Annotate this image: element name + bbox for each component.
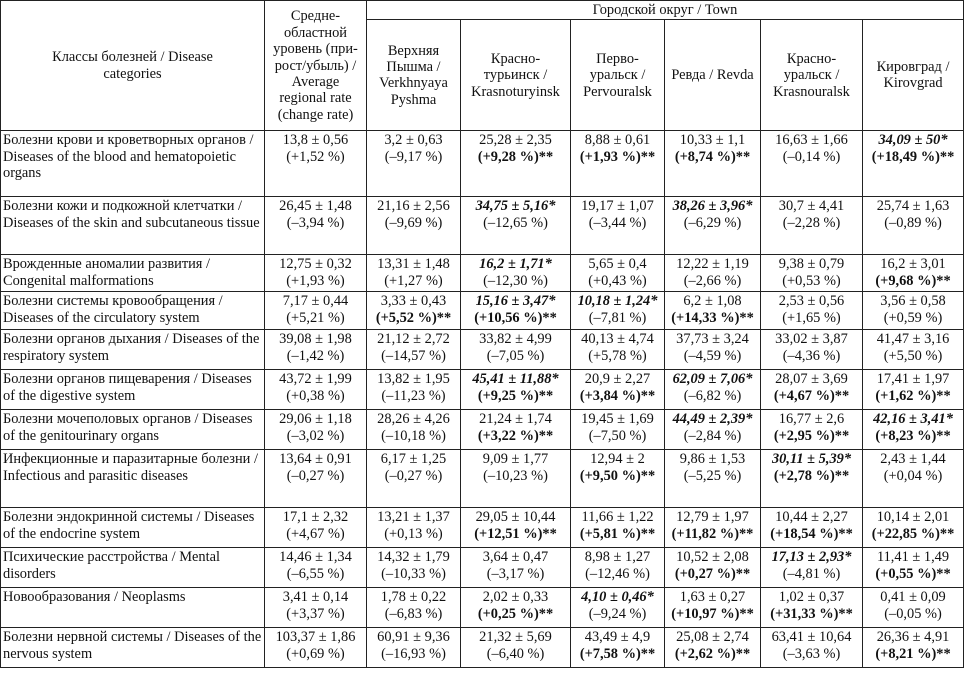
town-rate-cell <box>863 330 964 370</box>
change-rate: (–12,30 %) <box>483 272 548 289</box>
rate-value: 15,16 ± 3,47* <box>475 293 556 310</box>
disease-category: Болезни кожи и подкожной клетчатки / Diseases of the skin and subcutaneous tissue <box>1 197 265 255</box>
change-rate: (–3,02 %) <box>286 427 345 444</box>
change-rate: (+0,53 %) <box>782 272 841 289</box>
town-rate-cell <box>461 548 571 588</box>
change-rate: (–6,40 %) <box>486 645 545 662</box>
town-rate-cell <box>461 410 571 450</box>
change-rate: (–12,46 %) <box>585 565 650 582</box>
change-rate: (–5,25 %) <box>683 467 742 484</box>
rate-value: 19,17 ± 1,07 <box>581 198 654 215</box>
rate-value: 14,46 ± 1,34 <box>279 549 352 566</box>
town-rate-cell <box>571 450 665 508</box>
change-rate: (+0,59 %) <box>883 309 943 326</box>
change-rate: (+8,23 %)** <box>875 427 951 444</box>
town-group-header: Городской округ / Town <box>367 1 964 20</box>
rate-value: 17,41 ± 1,97 <box>876 371 950 388</box>
change-rate: (+5,78 %) <box>588 347 647 364</box>
change-rate: (+0,04 %) <box>883 467 943 484</box>
change-rate: (–0,27 %) <box>384 467 443 484</box>
town-rate-cell <box>367 450 461 508</box>
table-row <box>1 330 964 370</box>
change-rate: (+3,84 %)** <box>579 387 656 404</box>
change-rate: (+1,52 %) <box>286 148 345 165</box>
change-rate: (+9,68 %)** <box>875 272 951 289</box>
rate-value: 33,02 ± 3,87 <box>775 331 848 348</box>
rate-value: 4,10 ± 0,46* <box>581 589 654 606</box>
town-rate-cell <box>863 197 964 255</box>
rate-value: 6,2 ± 1,08 <box>683 293 742 310</box>
change-rate: (+2,95 %)** <box>773 427 850 444</box>
change-rate: (+22,85 %)** <box>871 525 955 542</box>
average-column-header: Средне- областной уровень (при- рост/убыль) / Average regional rate (change rate) <box>265 1 367 131</box>
rate-value: 10,33 ± 1,1 <box>679 132 746 149</box>
rate-value: 3,41 ± 0,14 <box>282 589 349 606</box>
town-rate-cell <box>665 255 761 292</box>
change-rate: (–3,17 %) <box>486 565 545 582</box>
rate-value: 13,8 ± 0,56 <box>282 132 349 149</box>
rate-value: 12,22 ± 1,19 <box>676 256 749 273</box>
rate-value: 1,63 ± 0,27 <box>679 589 746 606</box>
town-rate-cell <box>665 450 761 508</box>
rate-value: 3,64 ± 0,47 <box>482 549 549 566</box>
rate-value: 45,41 ± 11,88* <box>472 371 559 388</box>
town-rate-cell <box>571 330 665 370</box>
rate-value: 10,52 ± 2,08 <box>676 549 749 566</box>
change-rate: (–10,33 %) <box>381 565 446 582</box>
disease-category: Психические расстройства / Mental disorders <box>1 548 265 588</box>
rate-value: 9,86 ± 1,53 <box>679 451 746 468</box>
town-rate-cell <box>863 370 964 410</box>
rate-value: 39,08 ± 1,98 <box>279 331 352 348</box>
town-rate-cell <box>367 628 461 668</box>
change-rate: (–2,28 %) <box>782 214 841 231</box>
change-rate: (–7,05 %) <box>486 347 545 364</box>
disease-category: Болезни органов пищеварения / Diseases of the digestive system <box>1 370 265 410</box>
town-rate-cell <box>461 292 571 330</box>
town-rate-cell <box>367 410 461 450</box>
town-rate-cell <box>461 508 571 548</box>
town-rate-cell <box>863 292 964 330</box>
rate-value: 6,17 ± 1,25 <box>380 451 447 468</box>
rate-value: 103,37 ± 1,86 <box>275 629 356 646</box>
town-rate-cell <box>571 628 665 668</box>
town-rate-cell <box>461 450 571 508</box>
disease-category: Болезни нервной системы / Diseases of the nervous system <box>1 628 265 668</box>
disease-category: Болезни крови и кроветворных органов / Diseases of the blood and hematopoietic organs <box>1 131 265 197</box>
town-rate-cell <box>665 197 761 255</box>
town-rate-cell <box>665 588 761 628</box>
rate-value: 3,33 ± 0,43 <box>380 293 447 310</box>
rate-value: 11,41 ± 1,49 <box>876 549 950 566</box>
regional-average-cell <box>265 450 367 508</box>
regional-average-cell <box>265 508 367 548</box>
change-rate: (+9,50 %)** <box>579 467 656 484</box>
rate-value: 34,75 ± 5,16* <box>475 198 556 215</box>
rate-value: 12,79 ± 1,97 <box>676 509 749 526</box>
town-rate-cell <box>665 370 761 410</box>
town-rate-cell <box>761 131 863 197</box>
rate-value: 25,74 ± 1,63 <box>876 198 950 215</box>
town-rate-cell <box>367 588 461 628</box>
change-rate: (–0,89 %) <box>884 214 942 231</box>
town-rate-cell <box>571 508 665 548</box>
change-rate: (–7,50 %) <box>588 427 647 444</box>
rate-value: 33,82 ± 4,99 <box>479 331 552 348</box>
rate-value: 13,82 ± 1,95 <box>377 371 450 388</box>
town-rate-cell <box>461 131 571 197</box>
rate-value: 20,9 ± 2,27 <box>584 371 651 388</box>
town-rate-cell <box>863 255 964 292</box>
rate-value: 43,72 ± 1,99 <box>279 371 352 388</box>
town-rate-cell <box>665 628 761 668</box>
town-rate-cell <box>665 292 761 330</box>
change-rate: (+14,33 %)** <box>671 309 754 326</box>
regional-average-cell <box>265 197 367 255</box>
table-body <box>1 131 964 668</box>
rate-value: 43,49 ± 4,9 <box>584 629 651 646</box>
rate-value: 10,44 ± 2,27 <box>775 509 848 526</box>
change-rate: (+0,43 %) <box>588 272 647 289</box>
rate-value: 62,09 ± 7,06* <box>672 371 753 388</box>
rate-value: 9,09 ± 1,77 <box>482 451 549 468</box>
change-rate: (+3,22 %)** <box>477 427 554 444</box>
regional-average-cell <box>265 628 367 668</box>
town-rate-cell <box>571 548 665 588</box>
rate-value: 14,32 ± 1,79 <box>377 549 450 566</box>
rate-value: 34,09 ± 50* <box>878 132 948 149</box>
town-rate-cell <box>367 508 461 548</box>
rate-value: 9,38 ± 0,79 <box>778 256 845 273</box>
change-rate: (–11,23 %) <box>381 387 446 404</box>
change-rate: (+10,97 %)** <box>671 605 754 622</box>
table-row <box>1 628 964 668</box>
change-rate: (–6,82 %) <box>683 387 742 404</box>
rate-value: 29,06 ± 1,18 <box>279 411 352 428</box>
town-rate-cell <box>761 370 863 410</box>
town-rate-cell <box>461 255 571 292</box>
change-rate: (+8,74 %)** <box>674 148 751 165</box>
rate-value: 60,91 ± 9,36 <box>377 629 450 646</box>
rate-value: 12,75 ± 0,32 <box>279 256 352 273</box>
disease-category: Болезни эндокринной системы / Diseases of the endocrine system <box>1 508 265 548</box>
change-rate: (–6,83 %) <box>384 605 443 622</box>
change-rate: (–10,18 %) <box>381 427 446 444</box>
town-rate-cell <box>461 370 571 410</box>
change-rate: (+1,65 %) <box>782 309 841 326</box>
rate-value: 28,07 ± 3,69 <box>775 371 848 388</box>
rate-value: 5,65 ± 0,4 <box>588 256 647 273</box>
town-rate-cell <box>367 255 461 292</box>
change-rate: (–12,65 %) <box>483 214 548 231</box>
table-header <box>1 1 964 131</box>
town-rate-cell <box>461 330 571 370</box>
rate-value: 7,17 ± 0,44 <box>282 293 349 310</box>
change-rate: (–10,23 %) <box>483 467 548 484</box>
rate-value: 63,41 ± 10,64 <box>771 629 852 646</box>
regional-average-cell <box>265 588 367 628</box>
town-rate-cell <box>863 450 964 508</box>
change-rate: (+1,93 %) <box>286 272 345 289</box>
rate-value: 16,2 ± 1,71* <box>479 256 552 273</box>
change-rate: (–3,44 %) <box>588 214 647 231</box>
town-rate-cell <box>367 131 461 197</box>
regional-average-cell <box>265 255 367 292</box>
town-rate-cell <box>461 197 571 255</box>
disease-category: Болезни системы кровообращения / Diseases of the circulatory system <box>1 292 265 330</box>
change-rate: (–6,29 %) <box>683 214 742 231</box>
change-rate: (–4,81 %) <box>782 565 841 582</box>
rate-value: 10,14 ± 2,01 <box>876 509 950 526</box>
rate-value: 16,77 ± 2,6 <box>778 411 845 428</box>
town-rate-cell <box>863 588 964 628</box>
table-row <box>1 588 964 628</box>
rate-value: 3,56 ± 0,58 <box>880 293 946 310</box>
disease-category: Врожденные аномалии развития / Congenital malformations <box>1 255 265 292</box>
change-rate: (–9,17 %) <box>384 148 443 165</box>
regional-average-cell <box>265 410 367 450</box>
town-rate-cell <box>863 628 964 668</box>
rate-value: 37,73 ± 3,24 <box>676 331 749 348</box>
change-rate: (–4,36 %) <box>782 347 841 364</box>
category-column-header: Классы болезней / Disease categories <box>1 1 265 131</box>
rate-value: 11,66 ± 1,22 <box>581 509 654 526</box>
town-header: Кировград / Kirovgrad <box>863 20 964 131</box>
table-row <box>1 292 964 330</box>
change-rate: (–2,66 %) <box>683 272 742 289</box>
rate-value: 17,1 ± 2,32 <box>282 509 349 526</box>
town-rate-cell <box>665 330 761 370</box>
town-rate-cell <box>863 548 964 588</box>
rate-value: 42,16 ± 3,41* <box>873 411 953 428</box>
rate-value: 25,08 ± 2,74 <box>676 629 749 646</box>
town-rate-cell <box>367 292 461 330</box>
change-rate: (+0,27 %)** <box>674 565 751 582</box>
town-header: Ревда / Revda <box>665 20 761 131</box>
town-rate-cell <box>571 197 665 255</box>
rate-value: 13,31 ± 1,48 <box>377 256 450 273</box>
town-rate-cell <box>367 330 461 370</box>
town-rate-cell <box>367 197 461 255</box>
disease-category: Болезни органов дыхания / Diseases of the respiratory system <box>1 330 265 370</box>
town-rate-cell <box>665 131 761 197</box>
town-rate-cell <box>761 508 863 548</box>
regional-average-cell <box>265 330 367 370</box>
change-rate: (+0,69 %) <box>286 645 345 662</box>
change-rate: (–14,57 %) <box>381 347 446 364</box>
change-rate: (+2,78 %)** <box>773 467 850 484</box>
town-rate-cell <box>461 588 571 628</box>
rate-value: 26,45 ± 1,48 <box>279 198 352 215</box>
rate-value: 21,24 ± 1,74 <box>479 411 552 428</box>
town-rate-cell <box>367 370 461 410</box>
town-rate-cell <box>665 548 761 588</box>
town-rate-cell <box>761 548 863 588</box>
regional-average-cell <box>265 548 367 588</box>
change-rate: (–9,69 %) <box>384 214 443 231</box>
rate-value: 2,43 ± 1,44 <box>880 451 946 468</box>
change-rate: (+10,56 %)** <box>474 309 557 326</box>
change-rate: (+3,37 %) <box>286 605 345 622</box>
rate-value: 21,16 ± 2,56 <box>377 198 450 215</box>
change-rate: (+9,28 %)** <box>477 148 554 165</box>
rate-value: 0,41 ± 0,09 <box>880 589 946 606</box>
rate-value: 13,64 ± 0,91 <box>279 451 352 468</box>
table-row <box>1 508 964 548</box>
rate-value: 10,18 ± 1,24* <box>577 293 658 310</box>
change-rate: (+5,21 %) <box>286 309 345 326</box>
rate-value: 3,2 ± 0,63 <box>384 132 443 149</box>
rate-value: 28,26 ± 4,26 <box>377 411 450 428</box>
rate-value: 40,13 ± 4,74 <box>581 331 654 348</box>
change-rate: (+4,67 %)** <box>773 387 850 404</box>
rate-value: 1,02 ± 0,37 <box>778 589 845 606</box>
rate-value: 30,11 ± 5,39* <box>771 451 852 468</box>
town-rate-cell <box>863 508 964 548</box>
change-rate: (–3,63 %) <box>782 645 841 662</box>
table-row <box>1 131 964 197</box>
disease-category: Инфекционные и паразитарные болезни / Infectious and parasitic diseases <box>1 450 265 508</box>
town-rate-cell <box>863 131 964 197</box>
town-rate-cell <box>461 628 571 668</box>
town-rate-cell <box>863 410 964 450</box>
town-header: Верхняя Пышма / Verkhnyaya Pyshma <box>367 20 461 131</box>
rate-value: 26,36 ± 4,91 <box>876 629 950 646</box>
disease-category: Болезни мочеполовых органов / Diseases of the genitourinary organs <box>1 410 265 450</box>
rate-value: 21,32 ± 5,69 <box>479 629 552 646</box>
rate-value: 25,28 ± 2,35 <box>479 132 552 149</box>
change-rate: (–0,05 %) <box>884 605 942 622</box>
change-rate: (–9,24 %) <box>588 605 647 622</box>
rate-value: 30,7 ± 4,41 <box>778 198 845 215</box>
change-rate: (+31,33 %)** <box>770 605 853 622</box>
change-rate: (+0,38 %) <box>286 387 345 404</box>
change-rate: (–0,14 %) <box>782 148 841 165</box>
rate-value: 13,21 ± 1,37 <box>377 509 450 526</box>
change-rate: (–7,81 %) <box>588 309 647 326</box>
change-rate: (+1,27 %) <box>384 272 443 289</box>
change-rate: (–3,94 %) <box>286 214 345 231</box>
table-row <box>1 410 964 450</box>
town-rate-cell <box>571 292 665 330</box>
town-rate-cell <box>761 255 863 292</box>
change-rate: (+5,52 %)** <box>375 309 452 326</box>
table-row <box>1 197 964 255</box>
change-rate: (+5,81 %)** <box>579 525 656 542</box>
town-rate-cell <box>571 588 665 628</box>
town-rate-cell <box>761 197 863 255</box>
town-header: Красно- турьинск / Krasnoturyinsk <box>461 20 571 131</box>
change-rate: (+1,62 %)** <box>875 387 951 404</box>
town-rate-cell <box>761 410 863 450</box>
regional-average-cell <box>265 292 367 330</box>
town-rate-cell <box>665 410 761 450</box>
town-rate-cell <box>367 548 461 588</box>
change-rate: (+7,58 %)** <box>579 645 656 662</box>
rate-value: 17,13 ± 2,93* <box>771 549 852 566</box>
change-rate: (+1,93 %)** <box>579 148 656 165</box>
rate-value: 29,05 ± 10,44 <box>475 509 556 526</box>
rate-value: 8,88 ± 0,61 <box>584 132 651 149</box>
change-rate: (+5,50 %) <box>883 347 943 364</box>
change-rate: (+0,13 %) <box>384 525 443 542</box>
table-row <box>1 255 964 292</box>
town-rate-cell <box>761 628 863 668</box>
rate-value: 1,78 ± 0,22 <box>380 589 447 606</box>
change-rate: (–2,84 %) <box>683 427 742 444</box>
change-rate: (+12,51 %)** <box>474 525 557 542</box>
table-row <box>1 450 964 508</box>
town-rate-cell <box>571 131 665 197</box>
change-rate: (+8,21 %)** <box>875 645 951 662</box>
town-rate-cell <box>761 330 863 370</box>
change-rate: (–0,27 %) <box>286 467 345 484</box>
change-rate: (–16,93 %) <box>381 645 446 662</box>
town-rate-cell <box>761 450 863 508</box>
town-rate-cell <box>571 370 665 410</box>
change-rate: (+9,25 %)** <box>477 387 554 404</box>
town-header: Красно- уральск / Krasnouralsk <box>761 20 863 131</box>
disease-category: Новообразования / Neoplasms <box>1 588 265 628</box>
rate-value: 44,49 ± 2,39* <box>672 411 753 428</box>
rate-value: 2,53 ± 0,56 <box>778 293 845 310</box>
town-rate-cell <box>571 410 665 450</box>
change-rate: (–6,55 %) <box>286 565 345 582</box>
town-rate-cell <box>761 588 863 628</box>
change-rate: (+18,49 %)** <box>871 148 955 165</box>
town-rate-cell <box>571 255 665 292</box>
change-rate: (+4,67 %) <box>286 525 345 542</box>
rate-value: 21,12 ± 2,72 <box>377 331 450 348</box>
change-rate: (–4,59 %) <box>683 347 742 364</box>
change-rate: (–1,42 %) <box>286 347 345 364</box>
rate-value: 12,94 ± 2 <box>590 451 645 468</box>
rate-value: 16,63 ± 1,66 <box>775 132 848 149</box>
rate-value: 19,45 ± 1,69 <box>581 411 654 428</box>
change-rate: (+0,55 %)** <box>875 565 951 582</box>
rate-value: 38,26 ± 3,96* <box>672 198 753 215</box>
rate-value: 41,47 ± 3,16 <box>876 331 950 348</box>
rate-value: 16,2 ± 3,01 <box>880 256 946 273</box>
regional-average-cell <box>265 370 367 410</box>
change-rate: (+18,54 %)** <box>770 525 853 542</box>
regional-average-cell <box>265 131 367 197</box>
change-rate: (+0,25 %)** <box>477 605 554 622</box>
rate-value: 8,98 ± 1,27 <box>584 549 651 566</box>
rate-value: 2,02 ± 0,33 <box>482 589 549 606</box>
town-rate-cell <box>665 508 761 548</box>
town-rate-cell <box>761 292 863 330</box>
town-header: Перво- уральск / Pervouralsk <box>571 20 665 131</box>
change-rate: (+11,82 %)** <box>671 525 754 542</box>
table-row <box>1 548 964 588</box>
table-row <box>1 370 964 410</box>
change-rate: (+2,62 %)** <box>674 645 751 662</box>
